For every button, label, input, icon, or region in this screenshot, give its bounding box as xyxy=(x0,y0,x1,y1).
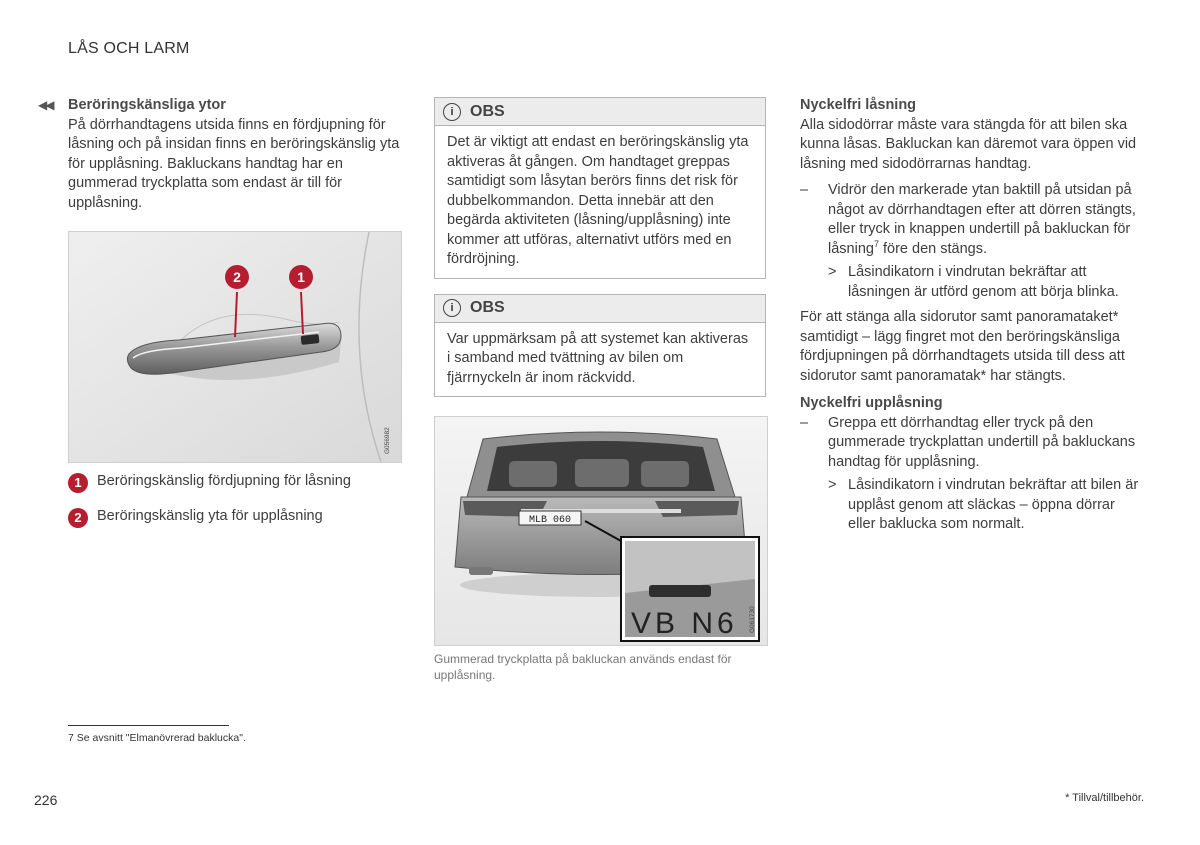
list-item xyxy=(800,181,1140,259)
note-box xyxy=(434,294,766,398)
figure-legend xyxy=(68,472,408,528)
list-text-tail: före den stängs. xyxy=(878,240,987,257)
list-subitem xyxy=(800,263,1140,302)
note-body: Var uppmärksam på att systemet kan aktiveras i samband med tvättning av bilen om fjärrnyckeln är inom räckvidd. xyxy=(447,330,749,386)
dash-marker: – xyxy=(800,182,809,198)
legend-text: Beröringskänslig fördjupning för låsning xyxy=(97,473,351,489)
column-2 xyxy=(434,97,766,683)
column-1 xyxy=(68,96,408,542)
result-marker: > xyxy=(828,477,837,493)
figure-id: G056982 xyxy=(384,427,391,454)
page-number: 226 xyxy=(34,792,58,808)
inset-badge-text: VB N6 xyxy=(631,607,738,640)
door-handle-illustration xyxy=(69,232,401,462)
figure-caption: Gummerad tryckplatta på bakluckan används endast för upplåsning. xyxy=(434,652,732,682)
optional-note: * Tillval/tillbehör. xyxy=(1065,792,1144,804)
door-handle-figure xyxy=(68,231,402,463)
list-text: Låsindikatorn i vindrutan bekräftar att bilen är upplåst genom att släckas – öppna dörrar eller baklucka som normalt. xyxy=(848,477,1139,532)
note-header xyxy=(435,98,765,126)
legend-text: Beröringskänslig yta för upplåsning xyxy=(97,508,323,524)
info-icon: i xyxy=(443,103,461,121)
figure-id: G061730 xyxy=(749,606,756,633)
legend-number: 2 xyxy=(68,508,88,528)
callout-1: 1 xyxy=(297,269,305,285)
page-header: LÅS OCH LARM xyxy=(68,40,190,57)
section-heading: Nyckelfri upplåsning xyxy=(800,395,943,411)
list-item xyxy=(800,414,1140,473)
list-text: Vidrör den markerade ytan baktill på utsidan på något av dörrhandtagen efter att dörren stängts, eller tryck in knappen undertill på bakluckan för låsning xyxy=(828,182,1136,257)
note-body: Det är viktigt att endast en beröringskänslig yta aktiveras åt gången. Om handtaget greppas samtidigt som låsytan berörs finns det risk för dubbelkommandon. Detta innebär att den begärda aktiviteten (låsning/upplåsning) inte kommer att utföras, alternativt utförs med en fördröjning. xyxy=(447,134,749,267)
section-heading: Beröringskänsliga ytor xyxy=(68,97,226,113)
footnote: 7 Se avsnitt "Elmanövrerad baklucka". xyxy=(68,732,246,744)
list-text: Greppa ett dörrhandtag eller tryck på den gummerade tryckplattan undertill på bakluckans handtag för upplåsning. xyxy=(828,414,1136,470)
note-title: OBS xyxy=(470,299,505,317)
note-title: OBS xyxy=(470,102,505,120)
note-box xyxy=(434,97,766,279)
info-icon: i xyxy=(443,299,461,317)
column-3 xyxy=(800,96,1140,535)
note-header xyxy=(435,295,765,323)
double-chevron-left-icon[interactable]: ◀◀ xyxy=(38,98,53,112)
section-heading: Nyckelfri låsning xyxy=(800,97,917,113)
list-text: Låsindikatorn i vindrutan bekräftar att låsningen är utförd genom att börja blinka. xyxy=(848,264,1119,300)
tailgate-illustration xyxy=(435,417,767,645)
dash-marker: – xyxy=(800,414,809,431)
tailgate-figure xyxy=(434,416,768,646)
paragraph: För att stänga alla sidorutor samt panoramataket* samtidigt – lägg fingret mot den beröringskänsliga fördjupningen på dörrhandtagets utsida till dess att sidorutor samt panoramatak* har stängts. xyxy=(800,309,1125,384)
legend-number: 1 xyxy=(68,473,88,493)
callout-2: 2 xyxy=(233,269,241,285)
legend-item xyxy=(68,472,408,493)
license-plate-text: MLB 060 xyxy=(528,515,572,526)
footnote-divider xyxy=(68,725,229,726)
footnote-ref: 7 xyxy=(873,238,879,249)
result-marker: > xyxy=(828,264,837,280)
list-subitem xyxy=(800,476,1140,535)
section-body: På dörrhandtagens utsida finns en fördjupning för låsning och på insidan finns en beröringskänslig yta för upplåsning. Bakluckans handtag har en gummerad tryckplatta som endast är till för upplåsning. xyxy=(68,116,400,211)
legend-item xyxy=(68,507,408,528)
paragraph: Alla sidodörrar måste vara stängda för att bilen ska kunna låsas. Bakluckan kan däremot vara öppen vid låsning med sidodörrarnas handtag. xyxy=(800,116,1137,172)
